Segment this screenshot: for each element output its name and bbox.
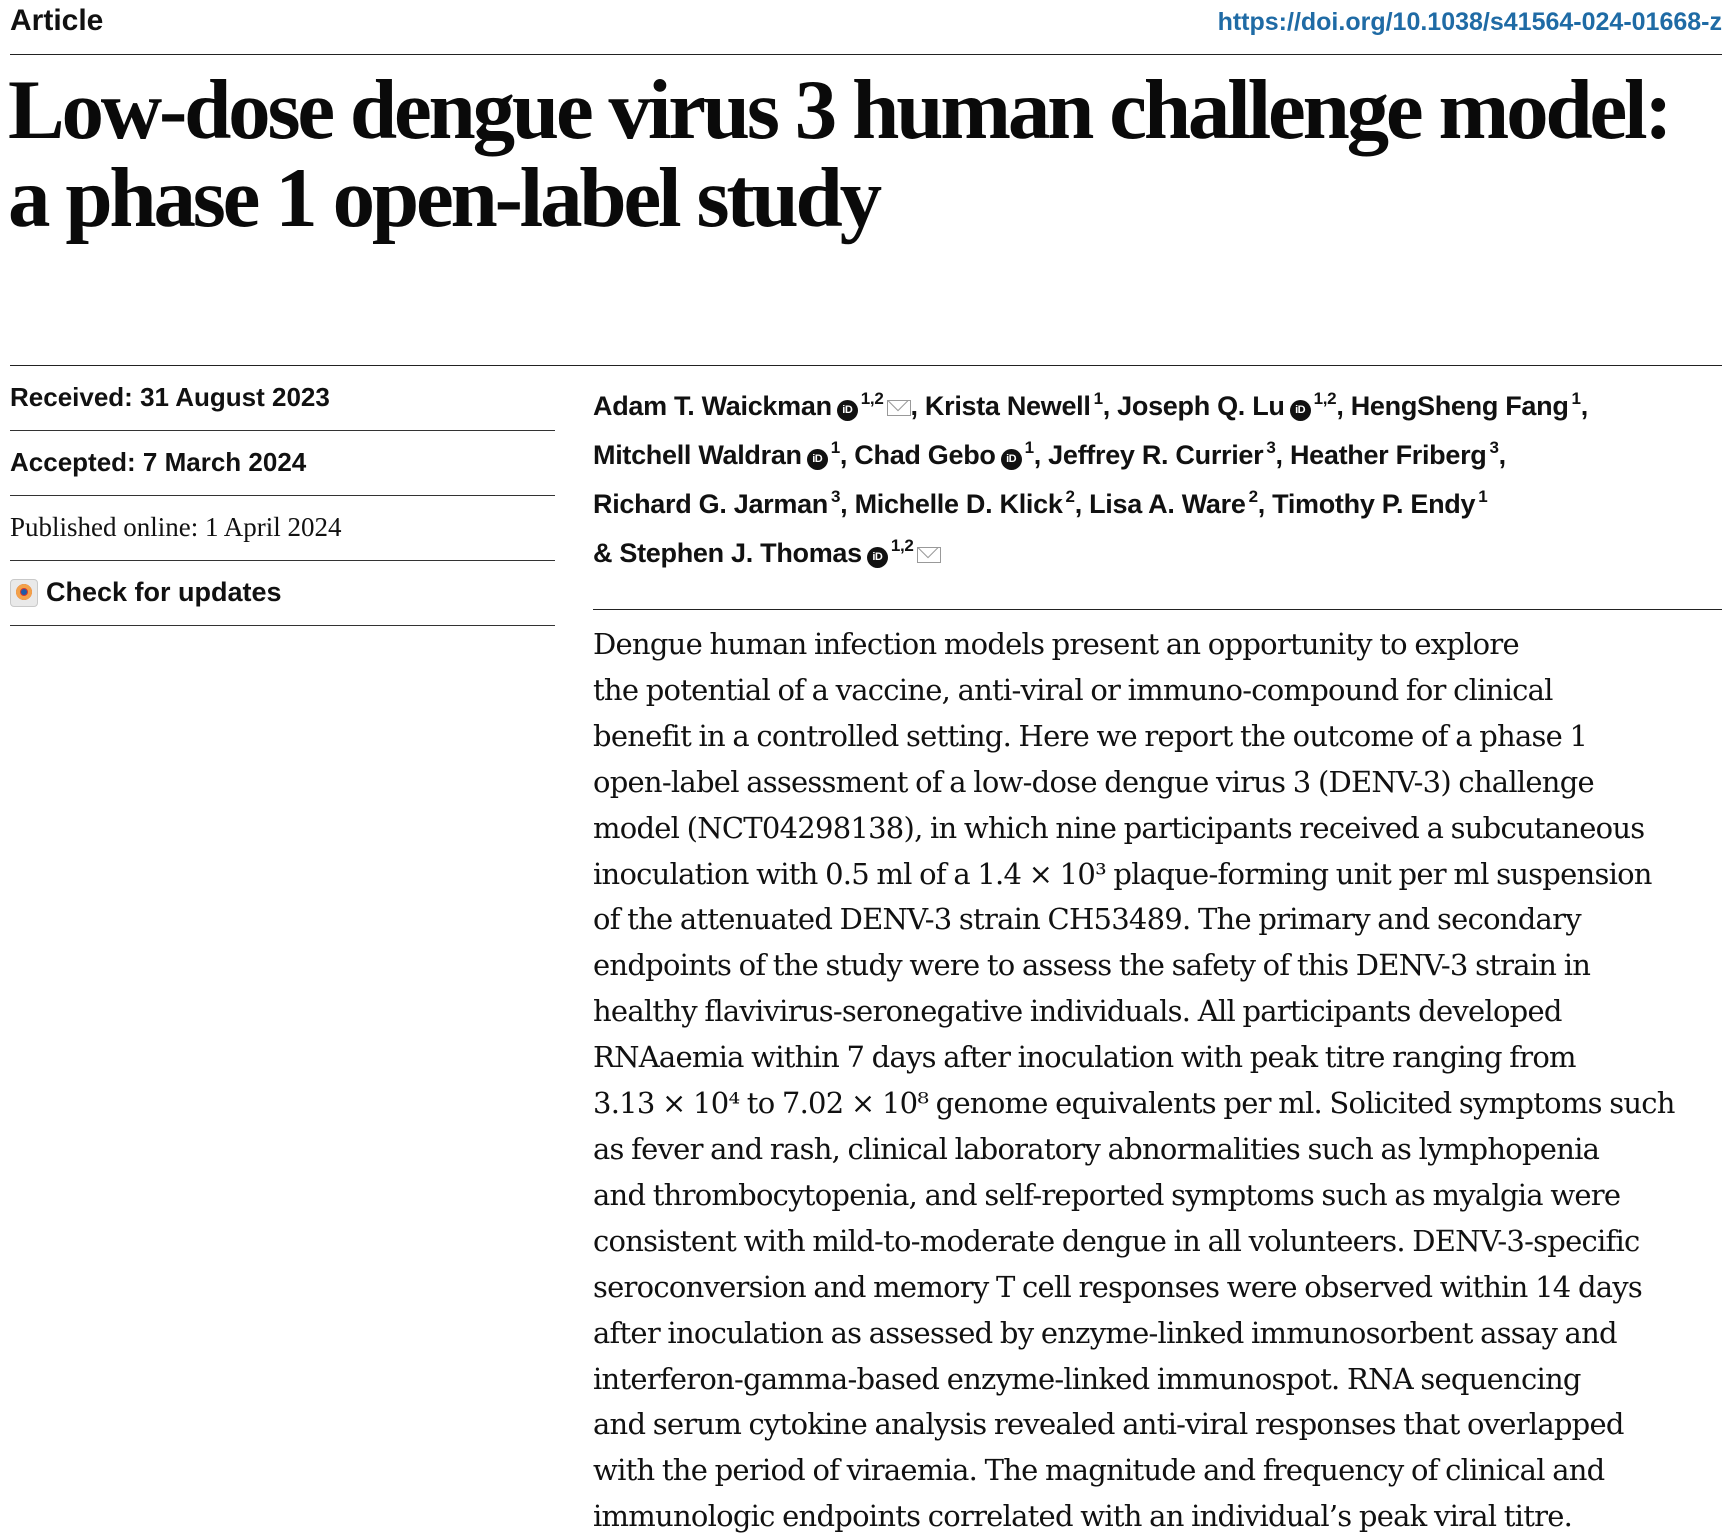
author-name-text: HengSheng Fang <box>1350 391 1569 421</box>
author-affiliation: 3 <box>1266 438 1276 457</box>
author-name[interactable] <box>854 440 1033 470</box>
author-name[interactable] <box>925 391 1103 421</box>
published-row <box>10 496 555 561</box>
crossmark-icon <box>10 579 38 607</box>
author-name[interactable] <box>593 538 941 568</box>
author-name[interactable] <box>1290 440 1499 470</box>
author-name-text: Adam T. Waickman <box>593 391 832 421</box>
abstract-divider <box>593 609 1722 610</box>
abstract-text: Dengue human infection models present an opportunity to explore the potential of a vaccine, anti-viral or immuno-compound for clinical benefit in a controlled setting. Here we report the outcome of a phase 1 open-label assessment of a low-dose dengue virus 3 (DENV-3) challenge model (NCT04298138), in which nine participants received a subcutaneous inoculation with 0.5 ml of a 1.4 × 10³ plaque-forming unit per ml suspension of the attenuated DENV-3 strain CH53489. The primary and secondary endpoints of the study were to assess the safety of this DENV-3 strain in healthy flavivirus-seronegative individuals. All participants developed RNAaemia within 7 days after inoculation with peak titre ranging from 3.13 × 10⁴ to 7.02 × 10⁸ genome equivalents per ml. Solicited symptoms such as fever and rash, clinical laboratory abnormalities such as lymphopenia and thrombocytopenia, and self-reported symptoms such as myalgia were consistent with mild-to-moderate dengue in all volunteers. DENV-3-specific seroconversion and memory T cell responses were observed within 14 days after inoculation as assessed by enzyme-linked immunosorbent assay and interferon-gamma-based enzyme-linked immunospot. RNA sequencing and serum cytokine analysis revealed anti-viral responses that overlapped with the period of viraemia. The magnitude and frequency of clinical and immunologic endpoints correlated with an individual’s peak viral titre. <box>593 627 1675 1534</box>
article-header <box>10 0 1722 55</box>
author-affiliation: 1,2 <box>1313 389 1337 408</box>
author-name-text: & Stephen J. Thomas <box>593 538 862 568</box>
author-name[interactable] <box>1089 489 1258 519</box>
author-affiliation: 1 <box>1571 389 1581 408</box>
orcid-icon[interactable]: iD <box>807 449 828 470</box>
author-affiliation: 1 <box>1024 438 1034 457</box>
author-separator: , <box>1275 440 1290 470</box>
email-icon[interactable] <box>917 547 941 563</box>
received-row <box>10 366 555 431</box>
author-name-text: Chad Gebo <box>854 440 996 470</box>
author-separator: , <box>1336 391 1351 421</box>
author-separator: , <box>840 489 855 519</box>
author-name[interactable] <box>593 391 911 421</box>
check-updates-row <box>10 561 555 626</box>
author-name[interactable] <box>1351 391 1581 421</box>
author-name-text: Krista Newell <box>924 391 1091 421</box>
author-affiliation: 1,2 <box>860 389 884 408</box>
author-separator: , <box>910 391 925 421</box>
author-name[interactable] <box>1272 489 1487 519</box>
author-affiliation: 2 <box>1065 487 1075 506</box>
author-name-text: Richard G. Jarman <box>593 489 828 519</box>
author-name-text: Lisa A. Ware <box>1089 489 1246 519</box>
author-name[interactable] <box>593 440 840 470</box>
author-name[interactable] <box>1048 440 1275 470</box>
author-separator: , <box>1033 440 1049 470</box>
check-updates-label: Check for updates <box>46 577 282 607</box>
accepted-date: Accepted: 7 March 2024 <box>10 447 307 477</box>
author-name[interactable] <box>593 489 840 519</box>
author-name-text: Mitchell Waldran <box>593 440 802 470</box>
author-name-text: Joseph Q. Lu <box>1117 391 1285 421</box>
author-affiliation: 1 <box>1478 487 1488 506</box>
orcid-icon[interactable]: iD <box>837 400 858 421</box>
check-updates-button[interactable] <box>10 577 282 608</box>
author-affiliation: 1 <box>1093 389 1103 408</box>
author-affiliation: 2 <box>1248 487 1258 506</box>
orcid-icon[interactable]: iD <box>1290 400 1311 421</box>
author-separator: , <box>1074 489 1090 519</box>
orcid-icon[interactable]: iD <box>1001 449 1022 470</box>
author-separator: , <box>1102 391 1118 421</box>
published-date: Published online: 1 April 2024 <box>10 512 342 542</box>
accepted-row <box>10 431 555 496</box>
author-separator: , <box>1257 489 1273 519</box>
author-affiliation: 3 <box>1489 438 1499 457</box>
author-name-text: Timothy P. Endy <box>1272 489 1476 519</box>
author-affiliation: 1,2 <box>890 536 914 555</box>
author-name-text: Heather Friberg <box>1289 440 1487 470</box>
author-affiliation: 1 <box>830 438 840 457</box>
author-name-text: Jeffrey R. Currier <box>1048 440 1264 470</box>
author-separator: , <box>839 440 855 470</box>
author-name[interactable] <box>1117 391 1336 421</box>
author-name-text: Michelle D. Klick <box>854 489 1063 519</box>
doi-link[interactable]: https://doi.org/10.1038/s41564-024-01668-z <box>1217 8 1722 36</box>
author-name[interactable] <box>855 489 1075 519</box>
author-list <box>593 378 1723 574</box>
author-affiliation: 3 <box>831 487 841 506</box>
article-title: Low-dose dengue virus 3 human challenge model: a phase 1 open-label study <box>8 63 1670 245</box>
email-icon[interactable] <box>887 400 911 416</box>
author-separator: , <box>1498 440 1506 470</box>
article-type-label: Article <box>10 4 104 37</box>
orcid-icon[interactable]: iD <box>867 547 888 568</box>
received-date: Received: 31 August 2023 <box>10 382 330 412</box>
author-separator: , <box>1580 391 1588 421</box>
publication-dates <box>10 366 555 626</box>
